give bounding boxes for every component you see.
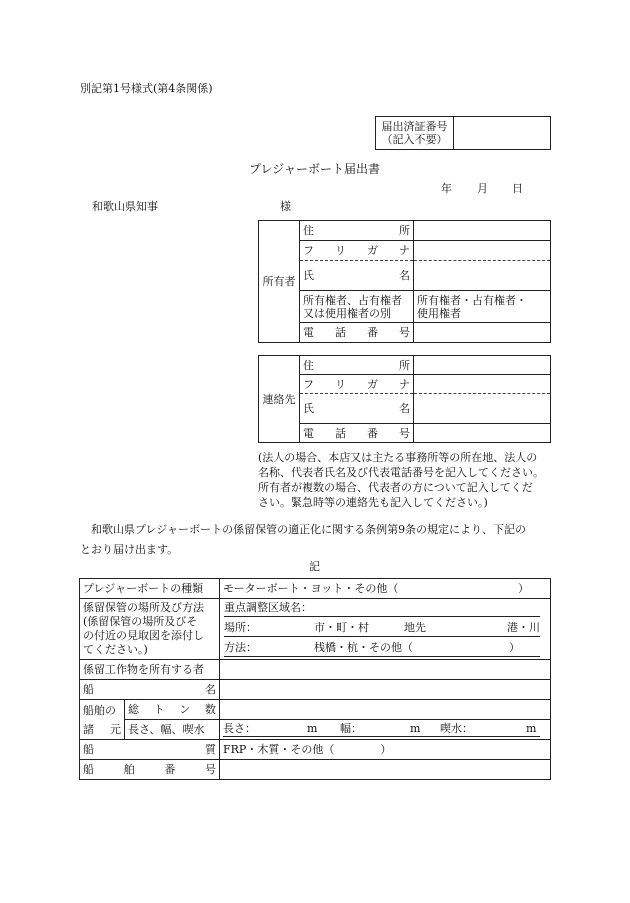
cert-label [376,117,454,150]
owner-address-label: 住 所 [303,224,410,237]
place-line: 場所： 市・町・村 地先 港・川 [224,621,540,637]
facility-owner-field[interactable] [220,660,551,680]
material-label: 船 質 [83,743,217,756]
storage-label: 係留保管の場所及び方法 (係留保管の場所及びそ の付近の見取図を添付し てください。) [80,599,220,660]
ship-number-label: 船 舶 番 号 [83,763,217,776]
owner-table [258,220,551,343]
date-day: 日 [512,182,523,195]
contact-name-label: 氏 名 [303,402,410,415]
form-title: プレジャーボート届出書 [249,162,380,176]
dims-label: 長さ、幅、喫水 [125,720,220,740]
owner-furigana-label: フ リ ガ ナ [303,244,410,257]
ki-label: 記 [309,560,320,573]
facility-owner-label: 係留工作物を所有する者 [80,660,220,680]
contact-name-field[interactable] [414,394,551,424]
addressee-name: 和歌山県知事 [92,200,158,213]
contact-address-label: 住 所 [303,358,410,372]
gross-ton-field[interactable] [220,700,551,720]
owner-rights-label: 所有権者、占有権者 又は使用権者の別 [300,291,414,323]
contact-phone-field[interactable] [414,424,551,443]
specs-label: 船舶の 諸 元 [80,700,125,740]
boat-type-label: プレジャーボートの種類 [80,579,220,599]
owner-name-label: 氏 名 [303,269,410,282]
contact-table [258,355,551,443]
contact-phone-label: 電 話 番 号 [303,426,410,440]
owner-name-field[interactable] [414,261,551,291]
contact-section-label: 連絡先 [259,356,300,443]
owner-section-label: 所有者 [259,221,300,343]
addressee-honorific: 様 [280,200,291,213]
owner-rights-options[interactable]: 所有権者・占有権者・ 使用権者 [414,291,551,323]
ship-name-field[interactable] [220,680,551,700]
date-year: 年 [441,182,452,195]
contact-address-field[interactable] [414,356,551,375]
ship-number-field[interactable] [220,760,551,780]
cert-number-box [375,116,551,150]
gross-ton-label: 総 ト ン 数 [128,703,217,716]
owner-phone-label: 電 話 番 号 [303,326,410,339]
body-text: 和歌山県プレジャーボートの係留保管の適正化に関する条例第9条の規定により、下記の とおり届け出ます。 [80,523,527,556]
form-number: 別記第1号様式(第4条関係) [80,82,213,95]
method-line: 方法： 桟橋・杭・その他（ ） [224,641,540,657]
zone-line: 重点調整区域名： [224,601,540,617]
details-table [79,578,551,780]
boat-type-field[interactable]: モーターボート・ヨット・その他（ ） [220,579,551,599]
material-field[interactable]: FRP・木質・その他（ ） [220,740,551,760]
owner-address-field[interactable] [414,221,551,241]
note-text: (法人の場合、本店又は主たる事務所等の所在地、法人の 名称、代表者氏名及び代表電話番号を記入してください。 所有者が複数の場合、代表者の方について記入してくだ さい。緊急時等の連絡先も記入してください。) [258,451,544,509]
contact-furigana-field[interactable] [414,375,551,394]
cert-label-line1: 届出済証番号 [381,120,448,133]
storage-field[interactable] [220,599,551,660]
dims-field[interactable]: 長さ： m 幅： m 喫水： m [220,720,551,740]
ship-name-label: 船 名 [83,683,217,696]
contact-furigana-label: フ リ ガ ナ [303,377,410,391]
owner-furigana-field[interactable] [414,241,551,261]
owner-phone-field[interactable] [414,323,551,343]
date-month: 月 [477,182,488,195]
cert-label-line2: （記入不要） [381,133,448,146]
cert-number-field[interactable] [454,117,551,150]
